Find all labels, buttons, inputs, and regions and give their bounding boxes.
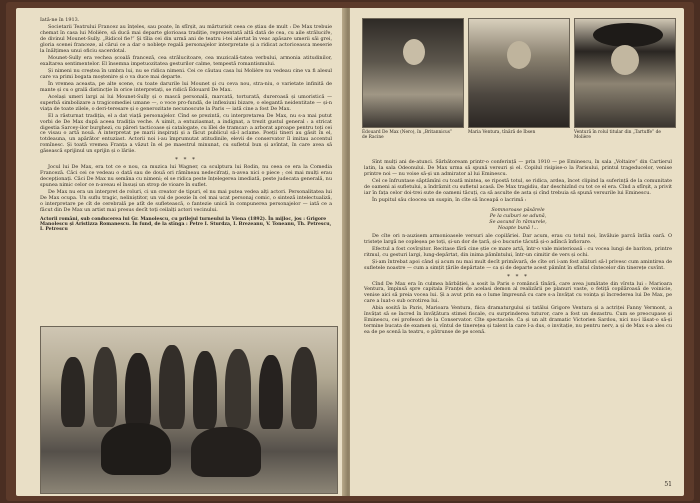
paragraph: Același umeri largi ai lui Mounet-Sully și o mască personală, marcată, torturată, dureroasă și umoristică — superbă simbolizare a tragicomediei umane —, o voce pro-fundă, de inflexiuni bizare, o elegantă neidentitate — și-n viața de toate zilele, o deri-teresare și o generozitate necunoscute la Paris — iată cine a fost De Max.: [40, 93, 332, 112]
paragraph: Cel ce înfruntase săptămîni cu toată mintea, se ripostă totul, se ridica, ardea, încet clipind la suferință de la comunitate de oameni ai sufletului, a îndrăznit cu sufletul acasă. De Max tragidiu, dar deschizînd cu tot ce el era. Cînd a sfîrșit, a privit iar în fața celor doi-trei sute de oameni tăcuți, ca să asculte de asta și cînd trebuia să spună versurile lui Eminescu.: [364, 177, 672, 196]
paragraph: Abia sosită la Paris, Marioara Ventura, fiica dramaturgului și tatălui Grigore Ventura și a actriței Fanny Vermont, a învățat să se încred în învățătura stimei fiscale, cu surprinderea tuturor, care a fost un dezastru. Cum se preocupase și Eminescu, cei profesori de la Conservator. Cîte spectacole. Ca și un alt dramatic Victorien Sardou, nici nu-i lăsat-o să-și termine bucata de examen și, vîntul de tinerețea și talent la care l-a dus, o invitație, nu pentru nerv, a și de Max s-a ales cu ea de pe scenă la teatru, o pătrunse de pe scenă.: [364, 305, 672, 335]
section-separator: * * *: [175, 157, 197, 164]
group-photo: [40, 326, 338, 494]
photo-caption-bold: Actorii români, sub conducerea lui Gr. Manolescu, cu prilejul turneului la Viena (1892). În mijloc, jos : Grigore Manolescu și Aristizza Romanescu. În fund, de la stînga : Petre I. Sturdza, I. Brezeanu, V. Toneanu, Th. Petrescu, I. Petrescu: [40, 216, 332, 233]
paragraph: Jocul lui De Max, era tot ce e nou, ca muzica lui Wagner, ca sculptura lui Rodin, nu ceea ce era la Comedia Franceză. Căci cei ce vedeau o dată sau de două ori rămîneau nedecifrați, n-avea nici o piece ; cei mai mulți erau decepționați. Căci De Max nu semăna cu nimeni; el se ridica peste înțelegerea imediată, peste judecata generală, nu spunea nimic celor ce n-aveau el însuși un strop de vioare în suflet.: [40, 164, 332, 188]
portrait-photo-de-max: [362, 18, 464, 128]
photo-figure: [291, 347, 317, 429]
poem-line: Somnoroase păsărele: [491, 206, 545, 213]
paragraph: Și-am întrebat apoi când și acum nu mai mult decît primăvară, de cîte ori i-am fost alături să-l privesc cum amintirea de sufletele noastre — cum a simțit țările depărtate — ca și de departe acest pămînt în sfîntul cîntecelor din tinerețe cuvînt.: [364, 258, 672, 271]
portrait-caption: Maria Ventura, tînără de Ibsen: [468, 130, 536, 135]
paragraph: Sînt mulți ani de-atunci. Sărbătoream printr-o conferință — prin 1910 — pe Eminescu, în sala „Voltaire” din Cartierul latin, la sala Odeonului. De Max urma să spună versuri și el. Copilul risipise-o la Parisului, printul trageducelor, venise printre noi — nu voise să-și un admirator al lui Eminescu.: [364, 159, 672, 177]
photo-figure: [125, 353, 151, 429]
photo-face: [507, 41, 531, 69]
poem-line: Se ascund în rămurele,: [489, 218, 547, 225]
portrait-photos: [362, 18, 674, 138]
poem: [364, 207, 672, 231]
paragraph: El a răsturnat tradiția, el a dat viață personajelor. Cînd se prezintă, cu interpretarea De Max, nu s-a mai putut vorbi de De Max după aceea tradiția veche. A uimit, a entuziasmat, a indignat, a trezit gustul general : a stricat digestia Sarcey-ilor burghezi, cu păreri tacticoase și catalogate, cu lîlei de tramcar: a arborat aproape pentru toți cei ce visau o artă nouă. A interpretat pe marii inspirați și a făcut publicul să-l aclame. Poeții tineri au găsit în el, totdeauna, un apărător entuziast. Actorii noi i-au împrumutat atitudinile, elevii de conservator îl imitau accentul romînesc. Și toată vremea Franța a văzut în el pe maestrul minunat, cu sufletul bun și avîntat, în care avea să găsească sprijinul un sprijin și o lăriie.: [40, 112, 332, 155]
poem-line: Noapte bună !...: [497, 224, 539, 231]
photo-hat: [593, 23, 663, 47]
portrait-photo-maria-ventura: [468, 18, 570, 128]
paragraph: Efectul a fost covîrșitor. Recitase fără cine știe ce mare artă, într-o vale misterioasă : cu vocea lungi de bariton, printre ritmul, cu gesturi largi, lung-depărtat, din inima pămîntului, într-un cimitir de vers și ochi.: [364, 245, 672, 258]
portrait-caption: Édouard De Max (Nero), în „Britannicus” de Racine: [362, 130, 453, 140]
paragraph: Societarii Teatrului Francez au înțeles, sau poate, în sfîrșit, au mărturisit ceea ce știau de mult : De Max trebuie chemat în casa lui Molière, să ducă mai departe glorioasa tradiție, reprezentată altă dată de cea, cu aile străluciře, de divinul Mounet-Sully. „Ridicol fie!” Și tîlia cei din urmă ani de teatru i-tei alertat în veac apăsare umerii săi grei, gloria scenei franceze, al cărui ce a dar o nobleţe regală personajelor interpretate și a ridicat actoriceasca meserie la înălțimea unui oficiu sacerdotal.: [40, 24, 332, 54]
poem-line: Pe la cuiburi se adună,: [489, 212, 547, 219]
section-separator: * * *: [507, 273, 529, 280]
paragraph: Iată-ne în 1913.: [40, 17, 80, 23]
paragraph: Mounet-Sully era vechea școală franceză, cea strălucitoare, cea muzicală-tatea verbului, armonia atitudinilor, exaltarea sentimentelor. El însemna impetuozitatea gesturilor calme, tempestă romantismului.: [40, 54, 332, 67]
photo-figure: [101, 423, 171, 475]
paragraph: Și nimeni nu creștea în umbra lui, nu se ridica nimeni. Cei ce căutau casa lui Molière nu vedeau cine va fi alesul care va primi bogata moștenire și o va duce mai departe.: [40, 67, 332, 80]
portrait-photo-tartuffe: [574, 18, 676, 128]
photo-figure: [61, 357, 85, 427]
paragraph: În vremea aceasta, pe alte scene, cu toate darurile lui Mounet și cu ceva nou, stra-niu, o varietate infinită de mante și cu o grală distincție în orice interpretați, se ridică Édouard De Max.: [40, 80, 332, 93]
photo-figure: [193, 351, 217, 429]
photo-caption: [40, 217, 332, 233]
right-page: [350, 8, 684, 496]
page-number: 51: [664, 481, 672, 488]
photo-face: [403, 39, 425, 65]
photo-figure: [259, 355, 283, 429]
book-spread: [6, 2, 694, 501]
photo-figure: [93, 347, 117, 427]
paragraph: De cîte ori n-auzisem armonioasele versuri ale copilăriei. Dar acum, erau cu totul noi, învăluie parcă întîia oară. O tristețe largă ne copleșea pe toți, și-un dor de țară, și-o bucurie tăcută și-o adîncă înfiorare.: [364, 232, 672, 245]
right-text-column: [364, 160, 672, 488]
paragraph: Cînd De Max era în culmea bărbăției, a sosit la Paris o româncă tînără, care avea jumătate din vîrsta lui : Marioara Ventura, împinsă spre capitala Franței de acelasi demon al realizării pe planuri vaste, o fetiță copilăroasă de voinicie, venise aici să preia vocea lui. Și a avut prin ea o lume împreună cu care s-a învățat cu voința și încrederea lui De Max, pe care a luat-o sub ocrotirea lui.: [364, 280, 672, 305]
photo-figure: [225, 349, 251, 429]
portrait-caption: Ventură în rolul titular din „Tartuffe” de Molière: [574, 130, 661, 140]
left-page: [16, 8, 346, 496]
photo-face: [611, 45, 639, 75]
paragraph: De Max nu era un interpret de roluri, ci un creator de tipuri, el nu mai putea vedea alți actori. Personalitatea lui De Max ocupa. Un suflu tragic, neliniștitor, un val de poezie în cel mai ucat personaj comic, o sinteză intelectualiză, o interpretare pe cît de cerebrală pe atît de sufletească, o fantezie unică în compunerea personajelor — iată ce a făcut din De Max un artist mai presus decît toți ceilalți actori vecinului.: [40, 188, 332, 213]
photo-figure: [159, 345, 185, 429]
paragraph: În pupitul său cloocea un suspin, în cîte să înceapă o lacrimă :: [372, 196, 527, 203]
photo-figure: [191, 427, 261, 477]
